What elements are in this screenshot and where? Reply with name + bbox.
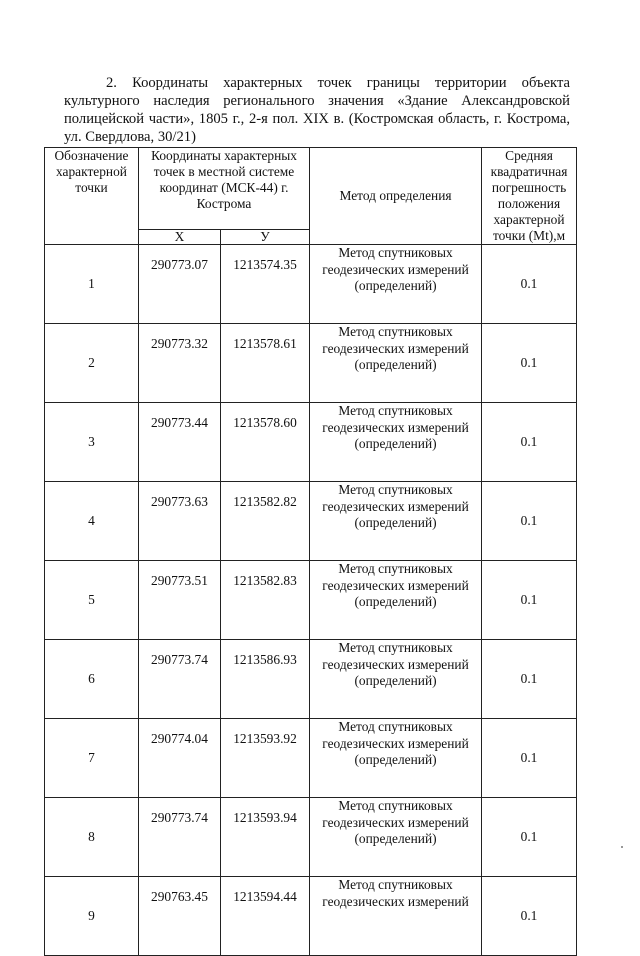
cell-point: 8 — [45, 798, 139, 877]
cell-y: 1213582.82 — [221, 482, 310, 561]
cell-error: 0.1 — [482, 482, 577, 561]
header-coordinates: Координаты характерных точек в местной системе координат (МСК-44) г. Кострома — [139, 148, 310, 230]
cell-method: Метод спутниковых геодезических измерений (определений) — [310, 324, 482, 403]
cell-x: 290773.74 — [139, 798, 221, 877]
cell-error: 0.1 — [482, 719, 577, 798]
cell-x: 290773.74 — [139, 640, 221, 719]
cell-y: 1213578.61 — [221, 324, 310, 403]
table-row — [45, 482, 577, 561]
table-row — [45, 877, 577, 956]
cell-y: 1213586.93 — [221, 640, 310, 719]
cell-error: 0.1 — [482, 561, 577, 640]
cell-x: 290774.04 — [139, 719, 221, 798]
cell-method: Метод спутниковых геодезических измерений (определений) — [310, 245, 482, 324]
cell-x: 290763.45 — [139, 877, 221, 956]
cell-method: Метод спутниковых геодезических измерений (определений) — [310, 482, 482, 561]
header-error: Средняя квадратичная погрешность положения характерной точки (Mt),м — [482, 148, 577, 245]
table-row — [45, 719, 577, 798]
table-row — [45, 798, 577, 877]
cell-point: 5 — [45, 561, 139, 640]
cell-error: 0.1 — [482, 245, 577, 324]
cell-x: 290773.63 — [139, 482, 221, 561]
cell-point: 4 — [45, 482, 139, 561]
section-heading-text: 2. Координаты характерных точек границы территории объекта культурного наследия регионального значения «Здание Александровской полицейской части», 1805 г., 2-я пол. XIX в. (Костромская область, г. Кострома, ул. Свердлова, 30/21) — [64, 75, 570, 145]
header-designation: Обозначение характерной точки — [45, 148, 139, 245]
cell-method: Метод спутниковых геодезических измерений (определений) — [310, 561, 482, 640]
cell-point: 6 — [45, 640, 139, 719]
table-row — [45, 245, 577, 324]
cell-y: 1213574.35 — [221, 245, 310, 324]
header-y: У — [221, 230, 310, 245]
cell-y: 1213582.83 — [221, 561, 310, 640]
cell-x: 290773.07 — [139, 245, 221, 324]
table-row — [45, 324, 577, 403]
table-row — [45, 640, 577, 719]
table-row — [45, 403, 577, 482]
cell-error: 0.1 — [482, 798, 577, 877]
cell-method: Метод спутниковых геодезических измерений — [310, 877, 482, 956]
table-header-row — [45, 148, 577, 230]
section-heading — [64, 74, 570, 146]
cell-method: Метод спутниковых геодезических измерений (определений) — [310, 640, 482, 719]
cell-y: 1213594.44 — [221, 877, 310, 956]
cell-x: 290773.51 — [139, 561, 221, 640]
cell-method: Метод спутниковых геодезических измерений (определений) — [310, 798, 482, 877]
table-row — [45, 561, 577, 640]
cell-y: 1213593.94 — [221, 798, 310, 877]
cell-error: 0.1 — [482, 877, 577, 956]
header-x: Х — [139, 230, 221, 245]
cell-error: 0.1 — [482, 640, 577, 719]
cell-error: 0.1 — [482, 403, 577, 482]
cell-point: 2 — [45, 324, 139, 403]
cell-x: 290773.44 — [139, 403, 221, 482]
header-method: Метод определения — [310, 148, 482, 245]
cell-method: Метод спутниковых геодезических измерений (определений) — [310, 403, 482, 482]
cell-y: 1213593.92 — [221, 719, 310, 798]
cell-point: 7 — [45, 719, 139, 798]
cell-point: 9 — [45, 877, 139, 956]
cell-method: Метод спутниковых геодезических измерений (определений) — [310, 719, 482, 798]
scan-speck — [621, 846, 623, 848]
cell-x: 290773.32 — [139, 324, 221, 403]
cell-point: 3 — [45, 403, 139, 482]
cell-error: 0.1 — [482, 324, 577, 403]
cell-y: 1213578.60 — [221, 403, 310, 482]
coordinates-table — [44, 147, 577, 956]
cell-point: 1 — [45, 245, 139, 324]
